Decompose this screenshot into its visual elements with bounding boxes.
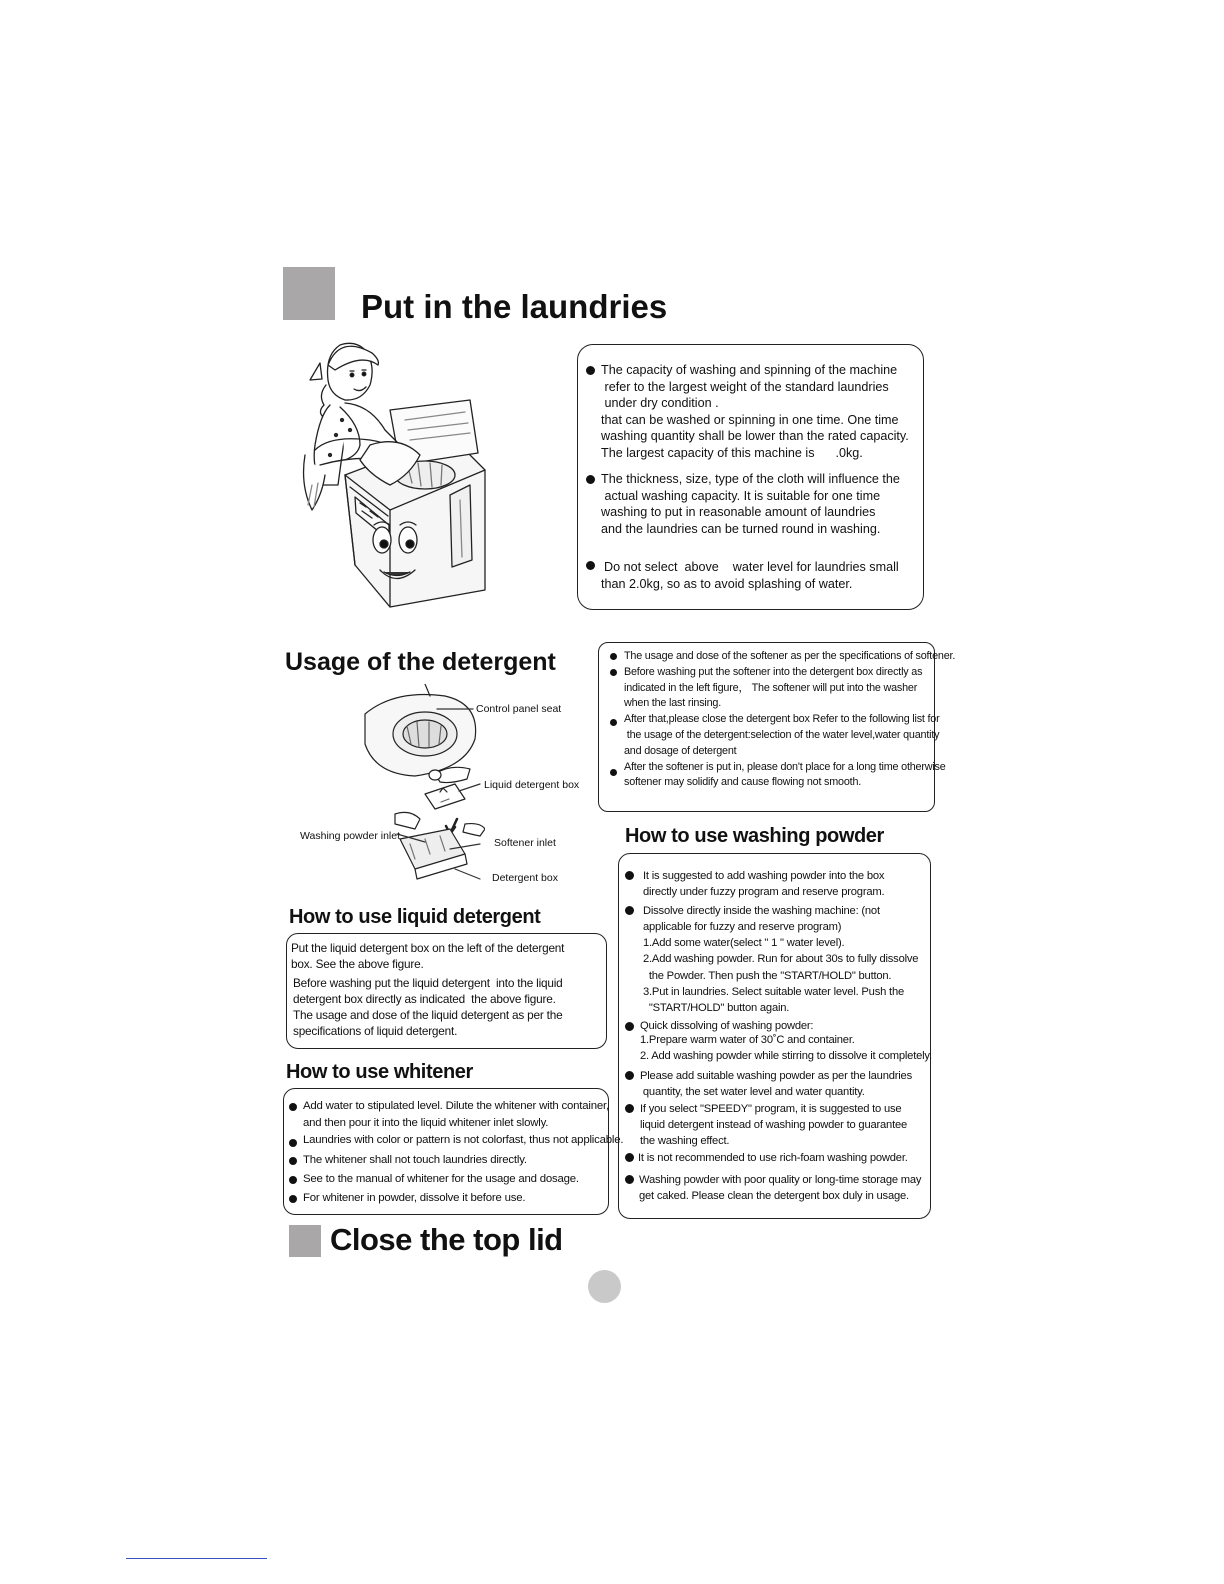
text-line: "START/HOLD" button again. [643,1002,790,1015]
text-line: 1.Prepare warm water of 30˚C and container. [640,1033,855,1046]
label-detergent-box: Detergent box [492,872,558,884]
label-control-panel-seat: Control panel seat [476,703,562,715]
bullet-dot [625,871,634,880]
whitener-bullet [289,1132,624,1149]
text-line: quantity, the set water level and water quantity. [640,1086,865,1099]
section-title-detergent: Usage of the detergent [285,648,556,676]
page-number-circle [588,1270,621,1303]
text-line: softener may solidify and cause flowing not smooth. [624,776,862,789]
text-line: Washing powder with poor quality or long-time storage may [639,1173,922,1186]
bullet-dot [610,653,617,660]
bullet-dot [625,906,634,915]
bullet-dot [625,1022,634,1031]
label-liquid-detergent-box: Liquid detergent box [484,779,580,791]
powder-bullet [625,903,929,1017]
liquid-detergent-text [291,940,603,1040]
bullet-dot [289,1139,297,1147]
whitener-bullet-list [289,1098,624,1207]
section-title-washing-powder: How to use washing powder [625,825,884,847]
text-line: After the softener is put in, please don't place for a long time otherwise [624,760,946,773]
text-line: The whitener shall not touch laundries directly. [303,1154,527,1166]
whitener-bullet [289,1152,607,1169]
section-marker-square [289,1225,321,1257]
whitener-bullet [289,1190,607,1207]
text-line: and the laundries can be turned round in washing. [601,521,881,536]
detergent-box-diagram [355,684,485,884]
section-marker-square [283,267,335,320]
text-line: that can be washed or spinning in one time. One time [601,412,899,427]
text-line: the usage of the detergent:selection of the water level,water quantity [624,728,940,741]
text-line: Dissolve directly inside the washing machine: (not [643,904,880,917]
text-line: Do not select above water level for laundries small [604,560,899,574]
bullet-dot [586,475,595,484]
text-line: washing to put in reasonable amount of laundries [601,505,876,519]
powder-bullet [625,1150,929,1166]
softener-bullet [610,712,940,759]
softener-bullet [610,649,956,665]
section-title-whitener: How to use whitener [286,1061,473,1083]
bullet-dot [625,1071,634,1080]
capacity-info-text [586,362,922,592]
text-line: refer to the largest weight of the standard laundries [601,379,889,394]
text-line: when the last rinsing. [624,697,722,710]
text-line: Please add suitable washing powder as per the laundries [640,1069,912,1082]
bullet-dot [289,1176,297,1184]
text-line: the washing effect. [640,1135,730,1148]
text-line: The usage and dose of the softener as per the specifications of softener. [624,650,956,662]
section-title-close-top-lid: Close the top lid [330,1222,563,1257]
text-line: box. See the above figure. [291,957,424,972]
text-line: Before washing put the liquid detergent into the liquid [293,975,563,990]
softener-bullet-list [610,649,956,791]
label-softener-inlet: Softener inlet [494,837,556,849]
water-level-bullet [586,559,922,592]
bullet-dot [625,1104,634,1113]
text-line: The largest capacity of this machine is .0kg. [601,445,863,460]
text-line: actual washing capacity. It is suitable for one time [601,488,881,503]
bullet-dot [625,1175,634,1184]
bullet-dot [610,669,617,676]
bullet-dot [610,719,617,726]
section-title-liquid-detergent: How to use liquid detergent [289,906,541,928]
text-line: than 2.0kg, so as to avoid splashing of water. [601,576,853,591]
text-line: If you select "SPEEDY" program, it is suggested to use [640,1102,902,1115]
text-line: 1.Add some water(select " 1 " water level). [643,937,845,950]
text-line: 2. Add washing powder while stirring to dissolve it completely. [640,1049,932,1062]
text-line: detergent box directly as indicated the above figure. [293,991,556,1006]
softener-bullet [610,665,932,712]
text-line: washing quantity shall be lower than the rated capacity. [601,429,909,443]
softener-bullet [610,760,946,792]
text-line: Put the liquid detergent box on the left of the detergent [291,941,565,955]
powder-bullet [625,1172,929,1205]
bullet-dot [586,366,595,375]
text-line: indicated in the left figure， The softener will put into the washer [624,681,918,694]
capacity-bullet [586,362,922,461]
text-line: For whitener in powder, dissolve it before use. [303,1192,526,1204]
text-line: Laundries with color or pattern is not colorfast, thus not applicable. [303,1134,624,1146]
text-line: get caked. Please clean the detergent box duly in usage. [639,1190,909,1203]
powder-bullet [625,1019,932,1064]
section-title-put-in-laundries: Put in the laundries [361,288,668,325]
text-line: See to the manual of whitener for the usage and dosage. [303,1173,579,1185]
text-line: After that,please close the detergent box Refer to the following list for [624,713,940,726]
text-line: and dosage of detergent [624,744,737,757]
text-line: It is not recommended to use rich-foam washing powder. [638,1152,908,1165]
cloth-bullet [586,471,922,537]
text-line: 3.Put in laundries. Select suitable water level. Push the [643,986,904,999]
text-line: 2.Add washing powder. Run for about 30s to fully dissolve [643,953,919,966]
powder-bullet [625,1068,929,1101]
bullet-dot [625,1153,634,1162]
bullet-dot [289,1103,297,1111]
text-line: under dry condition . [601,396,719,410]
label-washing-powder-inlet: Washing powder inlet [300,830,400,842]
bullet-dot [289,1195,297,1203]
text-line: The capacity of washing and spinning of the machine [601,363,898,377]
text-line: and then pour it into the liquid whitener inlet slowly. [303,1117,549,1129]
text-line: Before washing put the softener into the detergent box directly as [624,665,923,678]
bullet-dot [610,769,617,776]
text-line: Add water to stipulated level. Dilute the whitener with container, [303,1100,609,1112]
text-line: the Powder. Then push the "START/HOLD" button. [643,969,892,982]
powder-bullet [625,1101,929,1150]
bullet-dot [289,1157,297,1165]
bullet-dot [586,561,595,570]
whitener-bullet [289,1171,607,1188]
woman-loading-washer-illustration [300,335,500,610]
text-line: Quick dissolving of washing powder: [640,1019,814,1032]
text-line: specifications of liquid detergent. [293,1024,458,1039]
whitener-bullet [289,1098,607,1132]
powder-bullet [625,868,929,901]
text-line: liquid detergent instead of washing powder to guarantee [640,1118,908,1131]
text-line: It is suggested to add washing powder into the box [643,870,885,882]
footer-rule [126,1558,267,1559]
text-line: The thickness, size, type of the cloth will influence the [601,472,900,486]
washing-powder-bullet-list [625,868,932,1204]
text-line: directly under fuzzy program and reserve program. [643,886,885,899]
text-line: applicable for fuzzy and reserve program) [643,920,842,933]
text-line: The usage and dose of the liquid detergent as per the [293,1008,563,1023]
